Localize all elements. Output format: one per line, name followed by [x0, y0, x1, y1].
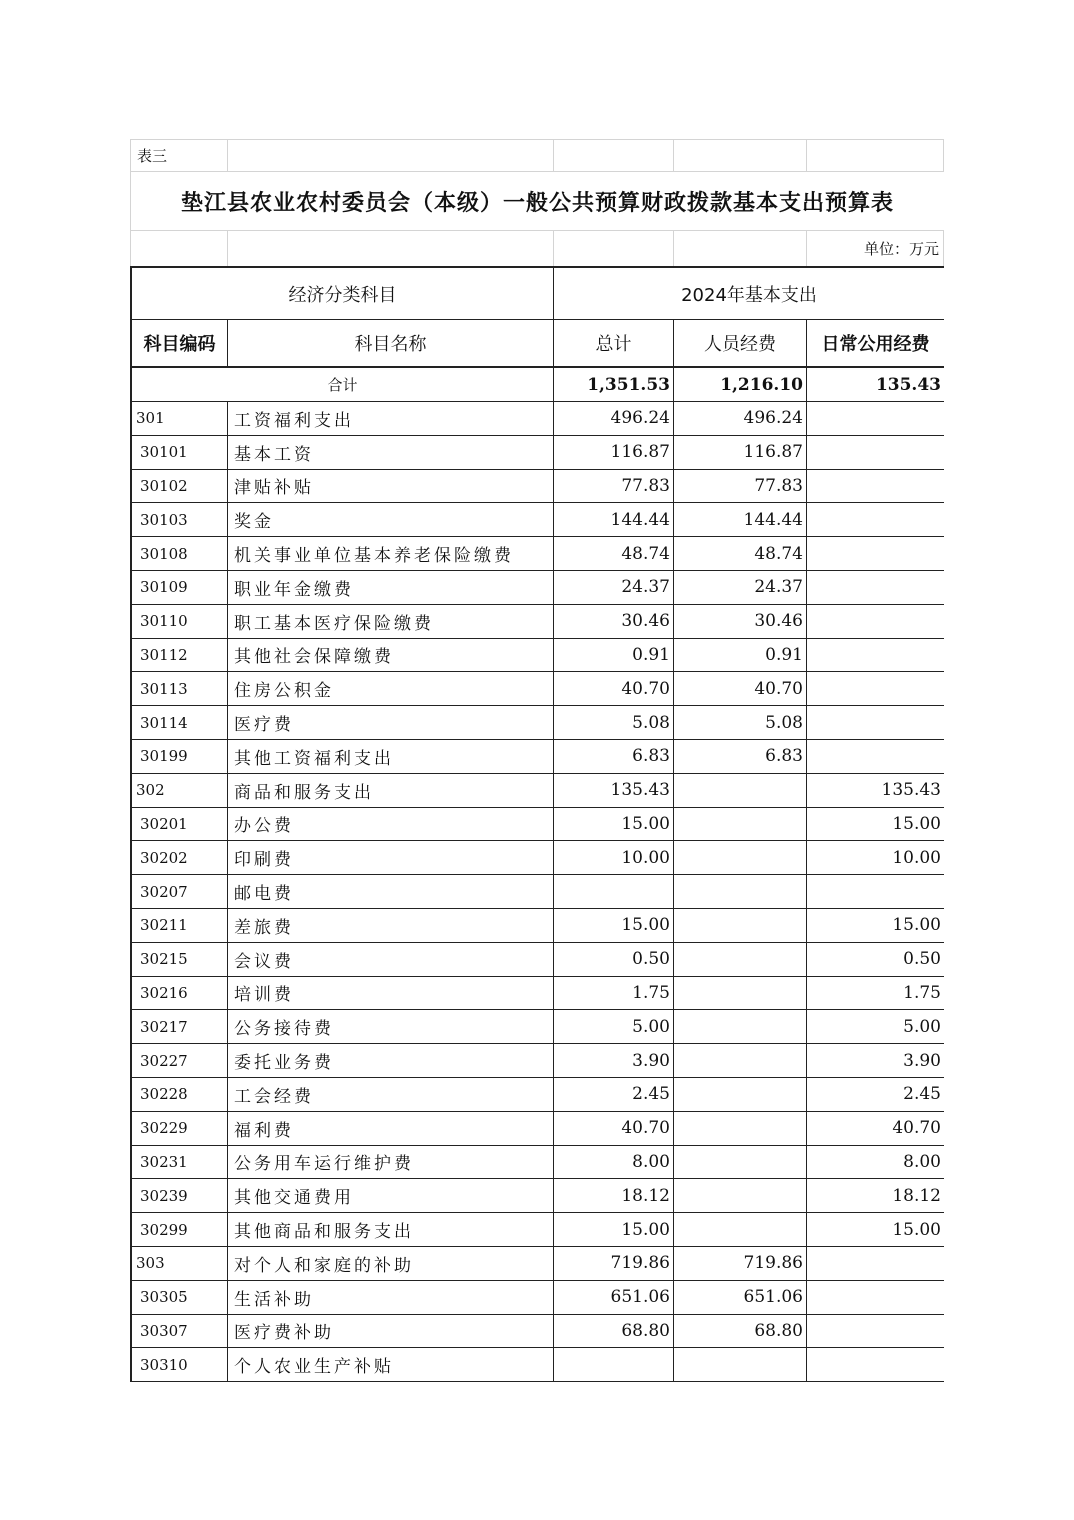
- row-total: 77.83: [554, 470, 674, 504]
- row-code: 30231: [130, 1146, 228, 1180]
- row-code: 30202: [130, 841, 228, 875]
- row-personnel: 651.06: [674, 1281, 807, 1315]
- budget-table: [130, 266, 944, 1382]
- table-row: [130, 808, 944, 842]
- unit-label: 单位：万元: [807, 230, 944, 266]
- row-code: 30216: [130, 977, 228, 1011]
- total-personnel: 1,216.10: [674, 368, 807, 402]
- table-row: [130, 1247, 944, 1281]
- row-personnel: [674, 774, 807, 808]
- row-public: [807, 436, 944, 470]
- table-row: [130, 1010, 944, 1044]
- row-personnel: 48.74: [674, 537, 807, 571]
- table-row: [130, 1112, 944, 1146]
- sheet-label: 表三: [130, 139, 228, 171]
- table-row: [130, 672, 944, 706]
- row-public: 18.12: [807, 1179, 944, 1213]
- page-title: 垫江县农业农村委员会（本级）一般公共预算财政拨款基本支出预算表: [180, 190, 894, 216]
- row-personnel: 30.46: [674, 605, 807, 639]
- row-name: 委托业务费: [228, 1044, 554, 1078]
- row-personnel: [674, 841, 807, 875]
- row-public: 3.90: [807, 1044, 944, 1078]
- row-code: 303: [130, 1247, 228, 1281]
- row-total: 18.12: [554, 1179, 674, 1213]
- row-code: 30227: [130, 1044, 228, 1078]
- sheet-label-row: [130, 139, 944, 171]
- empty-cell: [674, 139, 807, 171]
- table-row: [130, 706, 944, 740]
- table-row: [130, 503, 944, 537]
- row-name: 住房公积金: [228, 672, 554, 706]
- table-row: [130, 740, 944, 774]
- row-name: 工会经费: [228, 1078, 554, 1112]
- row-public: 15.00: [807, 808, 944, 842]
- row-total: 135.43: [554, 774, 674, 808]
- row-code: 30112: [130, 639, 228, 673]
- row-public: [807, 875, 944, 909]
- row-personnel: [674, 909, 807, 943]
- table-row: [130, 470, 944, 504]
- row-name: 福利费: [228, 1112, 554, 1146]
- row-total: 40.70: [554, 672, 674, 706]
- row-code: 30113: [130, 672, 228, 706]
- empty-cell: [228, 230, 554, 266]
- table-row: [130, 1078, 944, 1112]
- header-columns-row: [130, 320, 944, 368]
- row-name: 职业年金缴费: [228, 571, 554, 605]
- row-name: 职工基本医疗保险缴费: [228, 605, 554, 639]
- row-total: 40.70: [554, 1112, 674, 1146]
- row-personnel: 5.08: [674, 706, 807, 740]
- row-name: 邮电费: [228, 875, 554, 909]
- row-public: 1.75: [807, 977, 944, 1011]
- empty-cell: [554, 230, 674, 266]
- row-total: 8.00: [554, 1146, 674, 1180]
- row-code: 30228: [130, 1078, 228, 1112]
- row-name: 对个人和家庭的补助: [228, 1247, 554, 1281]
- row-name: 津贴补贴: [228, 470, 554, 504]
- table-row: [130, 1348, 944, 1382]
- row-name: 印刷费: [228, 841, 554, 875]
- header-basic-expenditure: 2024年基本支出: [554, 268, 944, 320]
- row-public: [807, 1315, 944, 1349]
- row-public: 40.70: [807, 1112, 944, 1146]
- row-name: 其他社会保障缴费: [228, 639, 554, 673]
- total-label: 合计: [130, 368, 554, 402]
- row-code: 30103: [130, 503, 228, 537]
- data-rows: [130, 402, 944, 1382]
- row-public: [807, 706, 944, 740]
- row-personnel: [674, 1010, 807, 1044]
- row-code: 30305: [130, 1281, 228, 1315]
- row-total: 15.00: [554, 909, 674, 943]
- total-public: 135.43: [807, 368, 944, 402]
- row-public: 5.00: [807, 1010, 944, 1044]
- row-personnel: [674, 808, 807, 842]
- row-public: [807, 1281, 944, 1315]
- row-public: 8.00: [807, 1146, 944, 1180]
- row-name: 基本工资: [228, 436, 554, 470]
- row-personnel: [674, 1348, 807, 1382]
- row-total: 15.00: [554, 1213, 674, 1247]
- row-public: [807, 470, 944, 504]
- row-total: 1.75: [554, 977, 674, 1011]
- row-name: 公务用车运行维护费: [228, 1146, 554, 1180]
- row-personnel: 77.83: [674, 470, 807, 504]
- row-total: 3.90: [554, 1044, 674, 1078]
- row-total: 5.08: [554, 706, 674, 740]
- row-personnel: 0.91: [674, 639, 807, 673]
- row-personnel: 6.83: [674, 740, 807, 774]
- row-public: 15.00: [807, 909, 944, 943]
- row-code: 30109: [130, 571, 228, 605]
- table-row: [130, 639, 944, 673]
- row-total: 6.83: [554, 740, 674, 774]
- table-row: [130, 977, 944, 1011]
- row-name: 其他商品和服务支出: [228, 1213, 554, 1247]
- row-public: [807, 1247, 944, 1281]
- row-code: 30108: [130, 537, 228, 571]
- row-code: 30110: [130, 605, 228, 639]
- row-total: 144.44: [554, 503, 674, 537]
- row-total: 68.80: [554, 1315, 674, 1349]
- row-total: 719.86: [554, 1247, 674, 1281]
- row-personnel: 116.87: [674, 436, 807, 470]
- row-public: [807, 571, 944, 605]
- row-name: 机关事业单位基本养老保险缴费: [228, 537, 554, 571]
- row-code: 30207: [130, 875, 228, 909]
- row-code: 30215: [130, 943, 228, 977]
- row-total: 116.87: [554, 436, 674, 470]
- row-name: 生活补助: [228, 1281, 554, 1315]
- row-total: 10.00: [554, 841, 674, 875]
- header-name: 科目名称: [228, 320, 554, 368]
- row-personnel: [674, 943, 807, 977]
- row-public: [807, 639, 944, 673]
- row-public: 0.50: [807, 943, 944, 977]
- table-row: [130, 1213, 944, 1247]
- table-row: [130, 402, 944, 436]
- row-name: 差旅费: [228, 909, 554, 943]
- row-total: 2.45: [554, 1078, 674, 1112]
- row-personnel: [674, 875, 807, 909]
- row-public: 15.00: [807, 1213, 944, 1247]
- row-name: 工资福利支出: [228, 402, 554, 436]
- row-personnel: 68.80: [674, 1315, 807, 1349]
- empty-cell: [807, 139, 944, 171]
- header-total: 总计: [554, 320, 674, 368]
- row-name: 其他交通费用: [228, 1179, 554, 1213]
- row-code: 301: [130, 402, 228, 436]
- header-personnel: 人员经费: [674, 320, 807, 368]
- row-code: 302: [130, 774, 228, 808]
- row-public: [807, 672, 944, 706]
- row-name: 奖金: [228, 503, 554, 537]
- row-code: 30217: [130, 1010, 228, 1044]
- header-public: 日常公用经费: [807, 320, 944, 368]
- table-row: [130, 605, 944, 639]
- budget-sheet: [130, 139, 944, 1382]
- row-code: 30307: [130, 1315, 228, 1349]
- table-row: [130, 1179, 944, 1213]
- table-row: [130, 537, 944, 571]
- row-public: [807, 740, 944, 774]
- row-personnel: [674, 1044, 807, 1078]
- row-total: 0.91: [554, 639, 674, 673]
- row-personnel: 496.24: [674, 402, 807, 436]
- unit-row: [130, 230, 944, 266]
- row-name: 培训费: [228, 977, 554, 1011]
- table-row: [130, 909, 944, 943]
- row-public: [807, 503, 944, 537]
- total-sum: 1,351.53: [554, 368, 674, 402]
- row-public: [807, 1348, 944, 1382]
- table-row: [130, 943, 944, 977]
- empty-cell: [674, 230, 807, 266]
- row-code: 30102: [130, 470, 228, 504]
- row-code: 30114: [130, 706, 228, 740]
- row-total: 24.37: [554, 571, 674, 605]
- row-code: 30201: [130, 808, 228, 842]
- row-public: [807, 537, 944, 571]
- table-row: [130, 875, 944, 909]
- row-code: 30239: [130, 1179, 228, 1213]
- row-personnel: 719.86: [674, 1247, 807, 1281]
- row-public: 10.00: [807, 841, 944, 875]
- row-personnel: [674, 1146, 807, 1180]
- row-public: [807, 402, 944, 436]
- row-name: 商品和服务支出: [228, 774, 554, 808]
- empty-cell: [228, 139, 554, 171]
- header-group-row: [130, 268, 944, 320]
- row-name: 医疗费补助: [228, 1315, 554, 1349]
- row-total: 15.00: [554, 808, 674, 842]
- row-personnel: [674, 1213, 807, 1247]
- row-total: 0.50: [554, 943, 674, 977]
- row-total: [554, 1348, 674, 1382]
- title-row: [130, 171, 944, 230]
- row-public: 135.43: [807, 774, 944, 808]
- row-code: 30199: [130, 740, 228, 774]
- row-code: 30310: [130, 1348, 228, 1382]
- table-row: [130, 1146, 944, 1180]
- row-code: 30101: [130, 436, 228, 470]
- empty-cell: [130, 230, 228, 266]
- row-total: 651.06: [554, 1281, 674, 1315]
- row-code: 30211: [130, 909, 228, 943]
- row-personnel: [674, 1179, 807, 1213]
- row-name: 医疗费: [228, 706, 554, 740]
- table-row: [130, 841, 944, 875]
- row-total: [554, 875, 674, 909]
- row-total: 496.24: [554, 402, 674, 436]
- row-name: 公务接待费: [228, 1010, 554, 1044]
- row-name: 会议费: [228, 943, 554, 977]
- row-code: 30299: [130, 1213, 228, 1247]
- row-total: 30.46: [554, 605, 674, 639]
- empty-cell: [554, 139, 674, 171]
- row-public: 2.45: [807, 1078, 944, 1112]
- row-total: 5.00: [554, 1010, 674, 1044]
- row-personnel: 24.37: [674, 571, 807, 605]
- table-row: [130, 1044, 944, 1078]
- row-name: 个人农业生产补贴: [228, 1348, 554, 1382]
- table-row: [130, 1281, 944, 1315]
- total-row: [130, 368, 944, 402]
- row-code: 30229: [130, 1112, 228, 1146]
- row-public: [807, 605, 944, 639]
- header-code: 科目编码: [130, 320, 228, 368]
- row-personnel: 144.44: [674, 503, 807, 537]
- table-row: [130, 774, 944, 808]
- table-row: [130, 436, 944, 470]
- row-name: 其他工资福利支出: [228, 740, 554, 774]
- table-row: [130, 571, 944, 605]
- row-total: 48.74: [554, 537, 674, 571]
- header-economic-category: 经济分类科目: [130, 268, 554, 320]
- row-personnel: [674, 977, 807, 1011]
- row-personnel: [674, 1112, 807, 1146]
- row-personnel: [674, 1078, 807, 1112]
- table-row: [130, 1315, 944, 1349]
- row-name: 办公费: [228, 808, 554, 842]
- row-personnel: 40.70: [674, 672, 807, 706]
